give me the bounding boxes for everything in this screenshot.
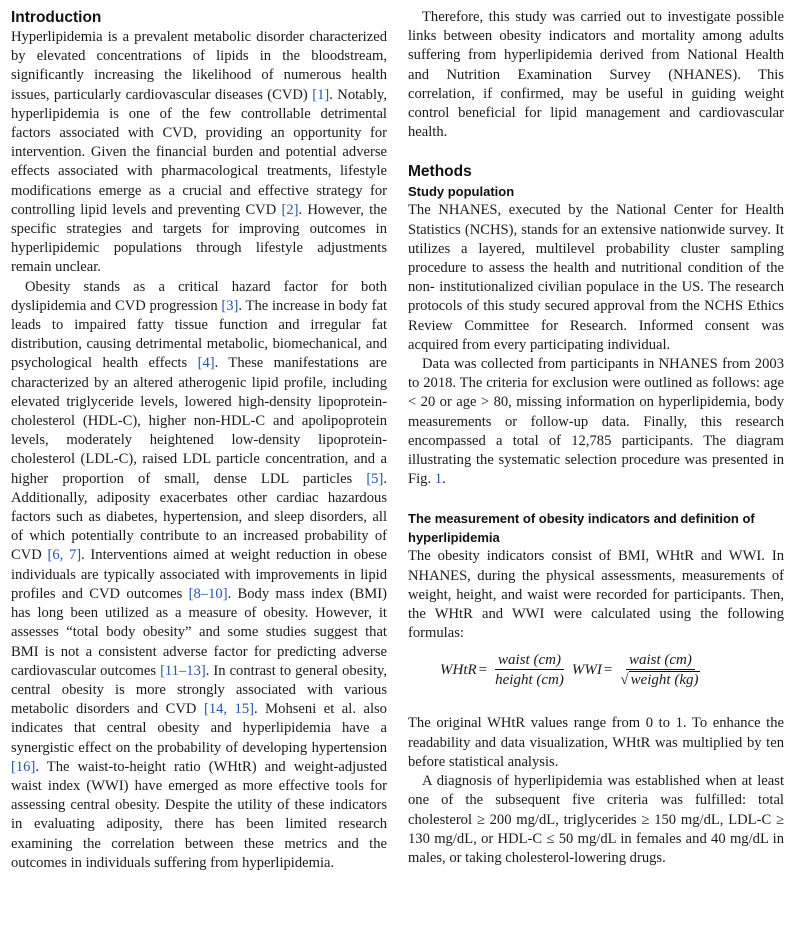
indicators-paragraph <box>408 547 784 643</box>
equals-sign: = <box>603 662 613 679</box>
text-segment: . Notably, hyperlipidemia is one of the few controllable detrimental factors associated with CVD, providing an opportunity for intervention. Given the financial burden and potential adverse effects associated with pharmacological treatments, lifestyle modifications emerge as a crucial and effective strategy for controlling lipid levels and preventing CVD <box>11 86 387 218</box>
wwi-label: WWI <box>571 662 602 679</box>
formula-block <box>408 643 784 695</box>
citation-link[interactable]: [3] <box>221 297 239 314</box>
sqrt-symbol: √ <box>620 672 629 689</box>
citation-link[interactable]: [4] <box>197 355 215 372</box>
text-segment: . Mohseni et al. also indicates that central obesity and hyperlipidemia have a synergistic effect on the probability of developing hypertension <box>11 701 387 756</box>
nhanes-paragraph <box>408 201 784 355</box>
text-segment: . <box>442 471 446 488</box>
text-segment: . Interventions aimed at weight reduction in obese individuals are typically associated with improvements in lipid profiles and CVD outcomes <box>11 547 387 602</box>
citation-link[interactable]: 1 <box>434 471 443 488</box>
text-segment: Hyperlipidemia is a prevalent metabolic disorder characterized by elevated concentrations of lipids in the bloodstream, significantly increasing the likelihood of numerous health issues, particularly cardiovascular diseases (CVD) <box>11 29 387 103</box>
left-column <box>11 8 387 873</box>
whtr-numerator: waist (cm) <box>495 651 564 670</box>
wwi-denominator <box>617 670 703 690</box>
intro-paragraph-1 <box>11 28 387 278</box>
text-segment: . These manifestations are characterized by an altered atherogenic lipid profile, including elevated triglyceride levels, lowered high-density lipoprotein-cholesterol (HDL-C), higher non-HDL-C and apolipoprotein levels, moderately heightened low-density lipoprotein-cholesterol (LDL-C), raised LDL particle concentration, and a higher proportion of small, dense LDL particles <box>11 355 387 487</box>
whtr-denominator: height (cm) <box>495 672 564 689</box>
text-segment: . The waist-to-height ratio (WHtR) and weight-adjusted waist index (WWI) have emerged as more effective tools for assessing central obesity. Despite the utility of these indicators in evaluating adiposity, there has been limited research examining the correlation between these metrics and the outcomes in individuals suffering from hyperlipidemia. <box>11 758 387 871</box>
wwi-numerator: waist (cm) <box>626 651 695 670</box>
text-segment: . However, the specific strategies and targets for improving outcomes in hyperlipidemic populations through lifestyle adjustments remain unclear. <box>11 201 387 276</box>
text-segment: The obesity indicators consist of BMI, WHtR and WWI. In NHANES, during the physical assessments, measurements of weight, height, and waist were recorded for participants. Then, the WHtR and WWI were calculated using the following formulas: <box>408 548 784 642</box>
text-segment: Data was collected from participants in NHANES from 2003 to 2018. The criteria for exclusion were outlined as follows: age < 20 or age > 80, missing information on hyperlipidemia, body measurements or follow-up data. Finally, this research encompassed a total of 12,785 participants. The diagram illustrating the systematic selection procedure was presented in Fig. <box>408 356 784 488</box>
text-segment: . Additionally, adiposity exacerbates other cardiac hazardous factors such as diabetes, hypertension, and sleep disorders, all of which potentially contribute to an increased probability of CVD <box>11 470 387 564</box>
study-population-heading: Study population <box>408 184 515 200</box>
citation-link[interactable]: [8–10] <box>188 585 228 602</box>
text-segment: . In contrast to general obesity, central obesity is more strongly associated with various metabolic disorders and CVD <box>11 662 387 718</box>
text-segment: Therefore, this study was carried out to investigate possible links between obesity indicators and mortality among adults suffering from hyperlipidemia derived from National Health and Nutrition Examination Survey (NHANES). This correlation, if confirmed, may be useful in guiding weight control beneficial for lipid management and cardiovascular health. <box>408 9 784 141</box>
right-column <box>408 8 784 868</box>
text-segment: The original WHtR values range from 0 to 1. To enhance the readability and data visualization, WHtR was multiplied by ten before statistical analysis. <box>408 715 784 770</box>
citation-link[interactable]: [14, 15] <box>203 701 255 718</box>
equals-sign: = <box>478 662 488 679</box>
citation-link[interactable]: [1] <box>312 86 330 103</box>
measurement-heading: The measurement of obesity indicators and definition of hyperlipidemia <box>408 511 755 546</box>
whtr-paragraph <box>408 714 784 772</box>
text-segment: The NHANES, executed by the National Center for Health Statistics (NCHS), stands for an extensive nationwide survey. It utilizes a layered, multilevel probability cluster sampling procedure to assess the health and nutritional condition of the non- institutionalized civilian populace in the US. The research protocols of this study secured approval from the NCHS Ethics Review Committee for Research. Informed consent was acquired from every participating individual. <box>408 202 784 353</box>
citation-link[interactable]: [6, 7] <box>47 547 82 564</box>
text-segment: . Body mass index (BMI) has long been utilized as a measure of obesity. However, it assesses “total body obesity” and some studies suggest that BMI is not a consistent adverse factor for predicting adverse cardiovascular outcomes <box>11 585 387 679</box>
citation-link[interactable]: [5] <box>366 470 384 487</box>
intro-paragraph-2 <box>11 278 387 873</box>
text-segment: . The increase in body fat leads to impaired fatty tissue function and irregular fat distribution, causing detrimental metabolic, biomechanical, and psychological health effects <box>11 297 387 372</box>
diagnosis-paragraph <box>408 772 784 868</box>
citation-link[interactable]: [16] <box>11 758 36 775</box>
text-segment: Obesity stands as a critical hazard factor for both dyslipidemia and CVD progression <box>11 278 387 314</box>
intro-paragraph-3 <box>408 8 784 142</box>
wwi-fraction <box>617 651 703 690</box>
whtr-label: WHtR <box>440 662 477 679</box>
citation-link[interactable]: [2] <box>281 201 299 218</box>
wwi-denominator-value: weight (kg) <box>630 672 699 689</box>
methods-heading: Methods <box>408 163 472 181</box>
whtr-fraction <box>492 651 567 690</box>
introduction-heading: Introduction <box>11 9 102 26</box>
citation-link[interactable]: [11–13] <box>160 662 206 679</box>
data-collection-paragraph <box>408 355 784 489</box>
text-segment: A diagnosis of hyperlipidemia was established when at least one of the subsequent five criteria was fulfilled: total cholesterol ≥ 200 mg/dL, triglycerides ≥ 150 mg/dL, LDL-C ≥ 130 mg/dL, or HDL-C ≤ 50 mg/dL in females and 40 mg/dL in males, or taking cholesterol-lowering drugs. <box>408 773 784 866</box>
